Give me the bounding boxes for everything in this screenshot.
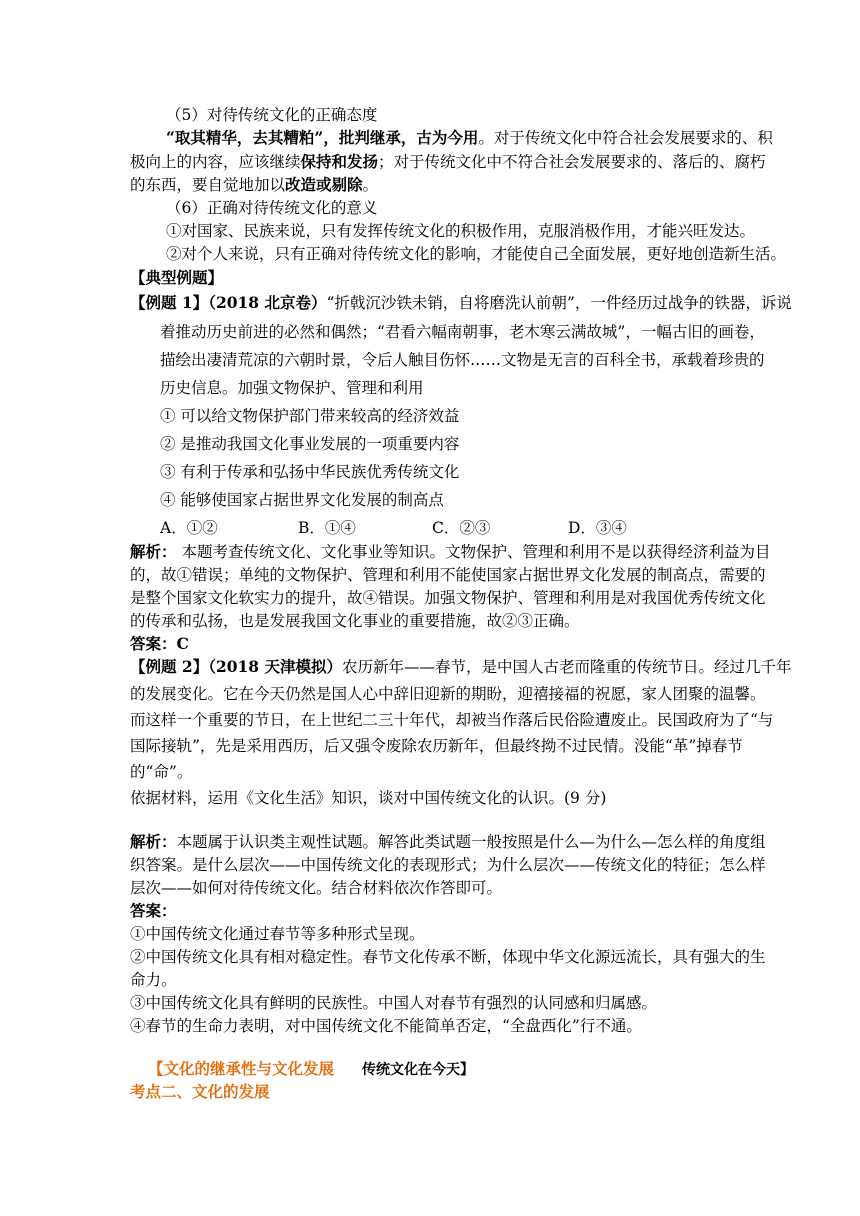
section5-key-phrase: 改造或剔除 [285, 175, 363, 194]
example1-text: “折戟沉沙铁未销，自将磨洗认前朝”，一件经历过战争的铁器，诉说 [326, 294, 792, 312]
section5-heading: （5）对待传统文化的正确态度 [166, 106, 378, 124]
section5-text: 。 [362, 176, 379, 194]
example1-line4: 历史信息。加强文物保护、管理和利用 [160, 379, 424, 397]
example1-option-2: ② 是推动我国文化事业发展的一项重要内容 [160, 435, 460, 453]
section6-item2: ②对个人来说，只有正确对待传统文化的影响，才能使自己全面发展，更好地创造新生活。 [166, 245, 787, 263]
example1-choice-d: D．③④ [568, 519, 627, 537]
example1-option-3: ③ 有利于传承和弘扬中华民族优秀传统文化 [160, 463, 460, 481]
example2-source: （2018 天津模拟） [208, 657, 342, 676]
example1-analysis-line1 [130, 541, 770, 563]
example1-analysis-line3: 是整个国家文化软实力的提升，故④错误。加强文物保护、管理和利用是对我国优秀传统文化 [130, 589, 766, 607]
example2-answer-label: 答案： [130, 901, 177, 920]
example2-line4: 国际接轨”，先是采用西历，后又强令废除农历新年，但最终拗不过民情。没能“革”掉春节 [130, 737, 743, 755]
example2-answer-3: ③中国传统文化具有鲜明的民族性。中国人对春节有强烈的认同感和归属感。 [130, 994, 658, 1012]
example1-analysis-line2: 的，故①错误；单纯的文物保护、管理和利用不能使国家占据世界文化发展的制高点，需要的 [130, 566, 766, 584]
example1-answer: 答案：C [130, 634, 189, 653]
kaodian-heading: 考点二、文化的发展 [130, 1082, 270, 1101]
example2-line1 [130, 656, 792, 678]
example2-answer-2a: ②中国传统文化具有相对稳定性。春节文化传承不断，体现中华文化源远流长，具有强大的生 [130, 948, 766, 966]
example2-answer-1: ①中国传统文化通过春节等多种形式呈现。 [130, 925, 425, 943]
section5-para-line1 [166, 127, 773, 149]
example2-analysis-line2: 织答案。是什么层次——中国传统文化的表现形式；为什么层次——传统文化的特征；怎么样 [130, 856, 766, 874]
analysis-text: 本题考查传统文化、文化事业等知识。文物保护、管理和利用不是以获得经济利益为目 [176, 543, 771, 561]
example1-choice-b: B．①④ [298, 519, 356, 537]
topic-bracket [148, 1058, 474, 1081]
analysis-text: 本题属于认识类主观性试题。解答此类试题一般按照是什么—为什么—怎么样的角度组 [176, 833, 766, 851]
example1-line1 [130, 292, 792, 314]
example2-answer-4: ④春节的生命力表明，对中国传统文化不能简单否定，“全盘西化”行不通。 [130, 1017, 642, 1035]
example2-line3: 而这样一个重要的节日，在上世纪二三十年代，却被当作落后民俗险遭废止。民国政府为了“与 [130, 711, 774, 729]
example2-label: 【例题 2】 [130, 657, 209, 676]
topic-title: 【文化的继承性与文化发展 [148, 1059, 335, 1078]
section5-para-line2 [130, 151, 766, 173]
example1-line2: 着推动历史前进的必然和偶然；“君看六幅南朝事，老木寒云满故城”，一幅古旧的画卷， [160, 323, 765, 341]
section5-para-line3 [130, 174, 378, 196]
example1-analysis-line4: 的传承和弘扬，也是发展我国文化事业的重要措施，故②③正确。 [130, 612, 580, 630]
example2-analysis-line1 [130, 831, 766, 853]
example2-analysis-line3: 层次——如何对待传统文化。结合材料依次作答即可。 [130, 879, 503, 897]
section6-heading: （6）正确对待传统文化的意义 [166, 199, 378, 217]
example1-option-1: ① 可以给文物保护部门带来较高的经济效益 [160, 407, 460, 425]
example2-answer-2b: 命力。 [130, 971, 177, 989]
example2-line5: 的“命”。 [130, 763, 193, 781]
example1-source: （2018 北京卷） [208, 293, 327, 312]
example2-line2: 的发展变化。它在今天仍然是国人心中辞旧迎新的期盼，迎禧接福的祝愿，家人团聚的温馨。 [130, 685, 766, 703]
analysis-label: 解析： [130, 832, 177, 851]
analysis-label: 解析： [130, 542, 177, 561]
example1-label: 【例题 1】 [130, 293, 209, 312]
section5-text: 极向上的内容，应该继续 [130, 153, 301, 171]
example1-choice-a: A．①② [160, 519, 218, 537]
typical-examples-heading: 【典型例题】 [130, 268, 224, 287]
section5-text: 的东西，要自觉地加以 [130, 176, 286, 194]
topic-subtitle: 传统文化在今天】 [362, 1062, 475, 1078]
example1-option-4: ④ 能够使国家占据世界文化发展的制高点 [160, 491, 444, 509]
example2-text: 农历新年——春节，是中国人古老而隆重的传统节日。经过几千年 [341, 658, 792, 676]
section5-key-phrase: “取其精华，去其糟粕”，批判继承，古为今用 [166, 128, 479, 147]
section5-text: ；对于传统文化中不符合社会发展要求的、落后的、腐朽 [378, 153, 766, 171]
section5-text: 。对于传统文化中符合社会发展要求的、积 [478, 129, 773, 147]
section5-key-phrase: 保持和发扬 [300, 152, 379, 171]
example2-question: 依据材料，运用《文化生活》知识，谈对中国传统文化的认识。(9 分) [130, 789, 607, 807]
example1-line3: 描绘出凄清荒凉的六朝时景，令后人触目伤怀……文物是无言的百科全书，承载着珍贵的 [160, 351, 765, 369]
example1-choice-c: C．②③ [432, 519, 491, 537]
section6-item1: ①对国家、民族来说，只有发挥传统文化的积极作用，克服消极作用，才能兴旺发达。 [166, 222, 756, 240]
